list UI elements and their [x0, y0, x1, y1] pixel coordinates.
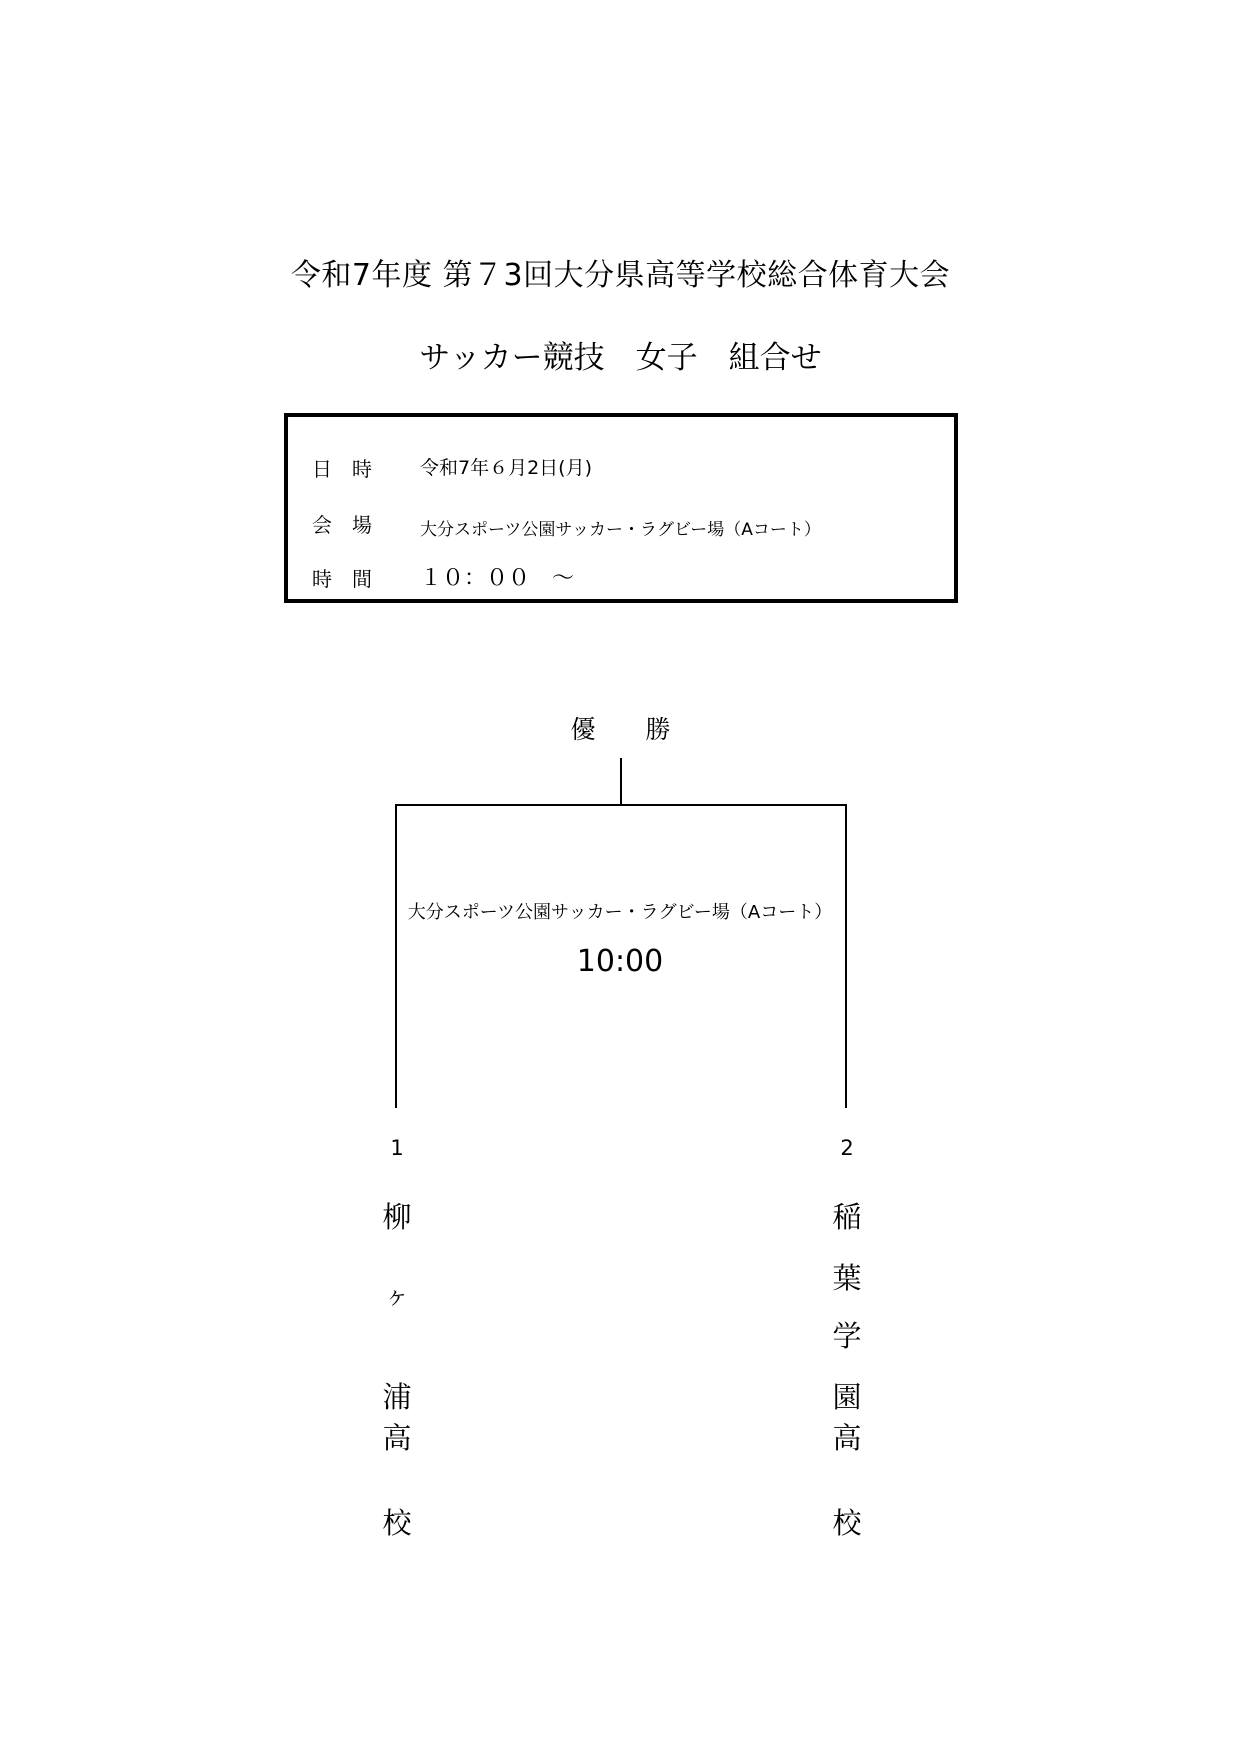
- team-2-char: 学: [832, 1319, 862, 1353]
- bracket-right-leg: [845, 804, 847, 1108]
- date-label: 日 時: [312, 457, 372, 481]
- team-1-seed: 1: [390, 1136, 404, 1160]
- team-2-seed: 2: [840, 1136, 854, 1160]
- match-time: 10:00: [576, 944, 664, 979]
- tournament-title: 令和7年度 第７3回大分県高等学校総合体育大会: [290, 258, 951, 293]
- venue-label: 会 場: [312, 513, 372, 537]
- info-box: [284, 413, 958, 603]
- bracket-crossbar: [395, 804, 847, 806]
- team-1-char: 校: [382, 1506, 412, 1540]
- time-label: 時 間: [312, 567, 372, 591]
- time-value: １０：００ ～: [420, 566, 575, 591]
- team-2-char: 高: [832, 1421, 862, 1455]
- bracket-top-stem: [620, 758, 622, 806]
- team-1-char: ヶ: [385, 1282, 409, 1310]
- team-2-char: 校: [832, 1506, 862, 1540]
- champion-label: 優 勝: [570, 715, 671, 744]
- date-value: 令和7年６月2日(月): [420, 457, 593, 479]
- event-subtitle: サッカー競技 女子 組合せ: [419, 340, 822, 376]
- team-1-char: 柳: [382, 1200, 412, 1234]
- match-venue: 大分スポーツ公園サッカー・ラグビー場（Aコート）: [407, 902, 833, 923]
- team-2-char: 葉: [832, 1261, 862, 1295]
- team-2-char: 園: [832, 1380, 862, 1414]
- team-1-char: 高: [382, 1421, 412, 1455]
- team-1-char: 浦: [382, 1380, 412, 1414]
- team-2-char: 稲: [832, 1200, 862, 1234]
- venue-value: 大分スポーツ公園サッカー・ラグビー場（Aコート）: [420, 520, 821, 540]
